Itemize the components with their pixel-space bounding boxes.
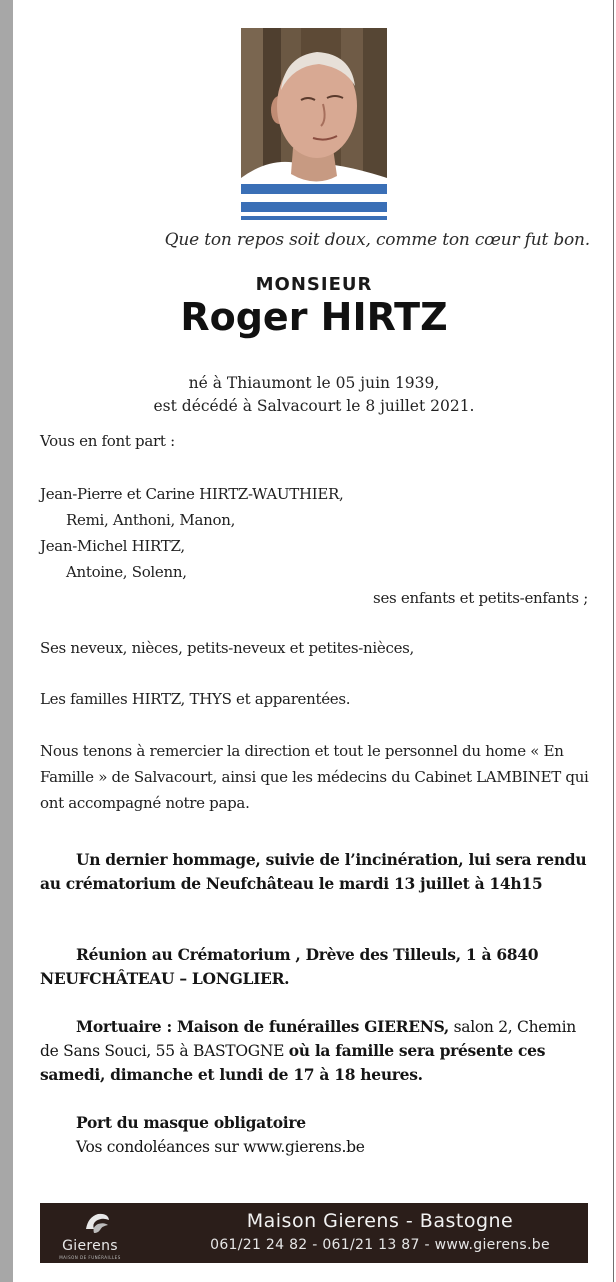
birth-line: né à Thiaumont le 05 juin 1939, (188, 374, 440, 392)
mask-notice: Port du masque obligatoire (76, 1113, 306, 1132)
announce-line: Vous en font part : (40, 432, 175, 450)
family-list (40, 481, 600, 611)
homage-paragraph (40, 848, 596, 896)
homage-text: Un dernier hommage, suivie de l’incinération, lui sera rendu au crématorium de Neufchâteau le mardi 13 juillet à 14h15 (40, 850, 587, 893)
family-line-2: Remi, Anthoni, Manon, (66, 511, 236, 529)
mortuary-address: salon 2, Chemin de Sans Souci, 55 à BASTOGNE (40, 1018, 576, 1060)
birth-death-info (0, 372, 616, 418)
mortuary-label: Mortuaire : Maison de funérailles GIERENS, (76, 1017, 450, 1036)
gierens-logo-icon (82, 1211, 112, 1237)
portrait-photo (241, 28, 387, 220)
nephews-line: Ses neveux, nièces, petits-neveux et petites-nièces, (40, 639, 415, 657)
family-line-3: Jean-Michel HIRTZ, (40, 537, 185, 555)
closing-block (76, 1111, 596, 1159)
logo-text: Gierens (62, 1238, 118, 1254)
funeral-home-contact: 061/21 24 82 - 061/21 13 87 - www.gierens.be (210, 1237, 550, 1253)
death-line: est décédé à Salvacourt le 8 juillet 2021. (153, 397, 475, 415)
deceased-name: Roger HIRTZ (180, 295, 448, 339)
gierens-logo (50, 1209, 130, 1259)
family-line-4: Antoine, Solenn, (66, 563, 187, 581)
mortuary-paragraph (40, 1015, 596, 1087)
funeral-home-banner (40, 1203, 588, 1263)
honorific: MONSIEUR (255, 274, 373, 295)
family-relation: ses enfants et petits-enfants ; (373, 589, 588, 607)
families-line: Les familles HIRTZ, THYS et apparentées. (40, 690, 351, 708)
logo-subtext: MAISON DE FUNÉRAILLES (59, 1255, 121, 1260)
condolences-line: Vos condoléances sur www.gierens.be (76, 1138, 365, 1156)
epitaph-quote: Que ton repos soit doux, comme ton cœur fut bon. (164, 230, 590, 250)
funeral-home-name: Maison Gierens - Bastogne (246, 1210, 514, 1232)
reunion-text: Réunion au Crématorium , Drève des Tilleuls, 1 à 6840 NEUFCHÂTEAU – LONGLIER. (40, 945, 539, 988)
mortuary-presence: où la famille sera présente ces samedi, dimanche et lundi de 17 à 18 heures. (40, 1041, 546, 1084)
family-line-1: Jean-Pierre et Carine HIRTZ-WAUTHIER, (40, 485, 344, 503)
reunion-paragraph (40, 943, 596, 991)
thanks-paragraph: Nous tenons à remercier la direction et tout le personnel du home « En Famille » de Salvacourt, ainsi que les médecins du Cabinet LAMBINET qui ont accompagné notre papa. (40, 742, 589, 812)
